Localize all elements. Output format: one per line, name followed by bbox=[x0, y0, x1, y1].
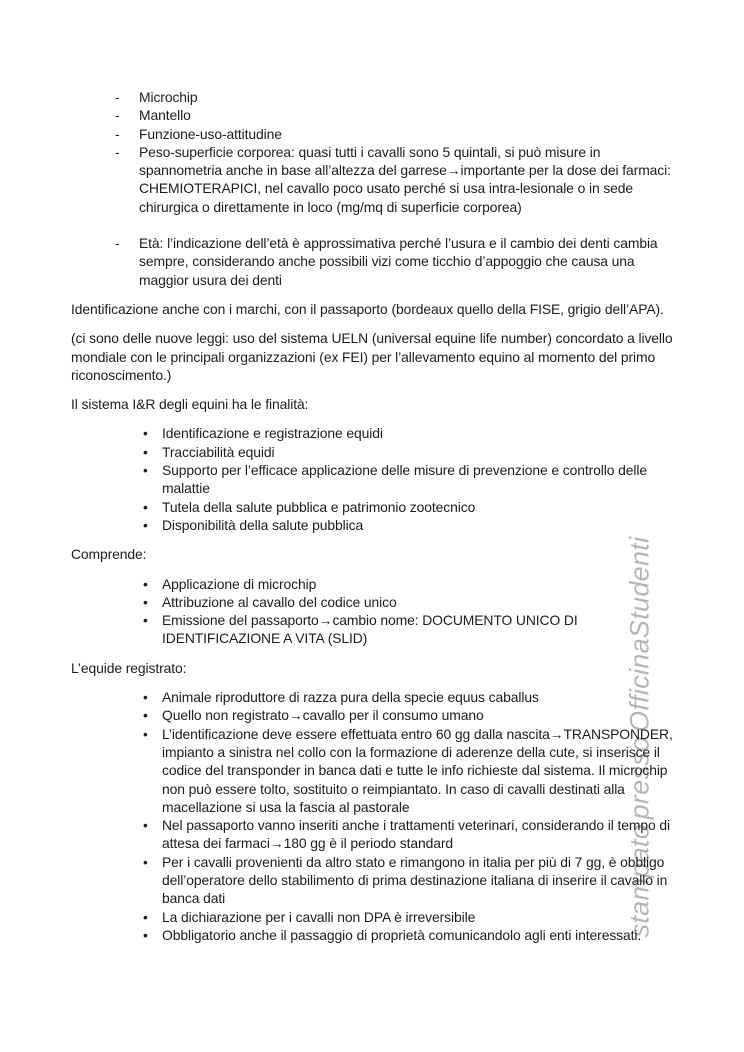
list-item-text: Peso-superficie corporea: quasi tutti i cavalli sono 5 quintali, si può misure in spannometria anche in base all’altezza del garrese→importante per la dose dei farmaci: CHEMIOTERAPICI, nel cavallo poco usato perché si usa intra-lesionale o in sede chirurgica o direttamente in loco (mg/mq di superficie corporea) bbox=[139, 143, 671, 215]
list-item-tutela-salute bbox=[71, 498, 673, 516]
list-item-supporto-prevenzione bbox=[71, 461, 673, 498]
bullet-marker: • bbox=[143, 498, 148, 515]
list-item-text: Identificazione e registrazione equidi bbox=[162, 425, 383, 442]
dash-marker: - bbox=[115, 89, 120, 105]
list-item-text: Animale riproduttore di razza pura della specie equus caballus bbox=[162, 689, 539, 706]
bullet-marker: • bbox=[143, 462, 148, 479]
list-item-trattamenti-veterinari bbox=[71, 816, 673, 853]
bullet-marker: • bbox=[143, 689, 148, 706]
list-item-disponibilita-salute bbox=[71, 516, 673, 534]
bullet-list-finalita bbox=[71, 424, 673, 534]
bullet-marker: • bbox=[143, 425, 148, 442]
list-item-text: Per i cavalli provenienti da altro stato e rimangono in italia per più di 7 gg, è obbligo dell’operatore dello stabilimento di prima destinazione italiana di inserire il cavallo in banca dati bbox=[162, 853, 668, 907]
bullet-marker: • bbox=[143, 853, 148, 870]
list-item-tracciabilita bbox=[71, 443, 673, 461]
paragraph-nuove-leggi-ueln: (ci sono delle nuove leggi: uso del sistema UELN (universal equine life number) concordato a livello mondiale con le principali organizzazioni (ex FEI) per l’allevamento equino al momento del primo riconoscimento.) bbox=[71, 330, 673, 383]
watermark-officinastudenti: stampato presso OfficinaStudenti bbox=[624, 536, 655, 938]
dash-marker: - bbox=[115, 143, 120, 160]
bullet-marker: • bbox=[143, 817, 148, 834]
list-item-applicazione-microchip bbox=[71, 575, 673, 593]
list-item-text: Funzione-uso-attitudine bbox=[139, 125, 282, 142]
dash-marker: - bbox=[115, 107, 120, 124]
list-item-text: L’identificazione deve essere effettuata entro 60 gg dalla nascita→TRANSPONDER, impianto a sinistra nel collo con la formazione di aderenze della cute, si inserisce il codice del transponder in banca dati e tutte le info richieste dal sistema. Il microchip non può essere tolto, sostituito o reimpiantato. In caso di cavalli destinati alla macellazione si usa la fascia al pastorale bbox=[162, 725, 673, 815]
bullet-marker: • bbox=[143, 593, 148, 610]
list-item-funzione bbox=[71, 125, 673, 143]
heading-sistema-ir: Il sistema I&R degli equini ha le finalità: bbox=[71, 396, 309, 413]
bullet-marker: • bbox=[143, 575, 148, 592]
heading-equide-registrato: L’equide registrato: bbox=[71, 659, 187, 676]
list-item-text: Tracciabilità equidi bbox=[162, 443, 275, 460]
bullet-marker: • bbox=[143, 443, 148, 460]
bullet-list-equide-registrato bbox=[71, 688, 673, 944]
bullet-marker: • bbox=[143, 612, 148, 629]
list-item-text: Nel passaporto vanno inseriti anche i trattamenti veterinari, considerando il tempo di attesa dei farmaci→180 gg è il periodo standard bbox=[162, 817, 670, 852]
list-item-text: La dichiarazione per i cavalli non DPA è irreversibile bbox=[162, 908, 476, 925]
list-item-microchip bbox=[71, 88, 673, 106]
bullet-marker: • bbox=[143, 516, 148, 533]
bullet-marker: • bbox=[143, 707, 148, 724]
list-item-text: Microchip bbox=[139, 89, 198, 105]
list-item-text: Tutela della salute pubblica e patrimonio zootecnico bbox=[162, 498, 476, 515]
list-item-text: Quello non registrato→cavallo per il consumo umano bbox=[162, 707, 484, 724]
list-item-text: Obbligatorio anche il passaggio di proprietà comunicandolo agli enti interessati. bbox=[162, 926, 642, 943]
bullet-marker: • bbox=[143, 926, 148, 943]
list-item-text: Emissione del passaporto→cambio nome: DOCUMENTO UNICO DI IDENTIFICAZIONE A VITA (SLID) bbox=[162, 612, 578, 647]
list-item-attribuzione-codice bbox=[71, 593, 673, 611]
list-item-text: Attribuzione al cavallo del codice unico bbox=[162, 593, 397, 610]
list-item-identificazione-registrazione bbox=[71, 424, 673, 442]
list-item-text: Supporto per l’efficace applicazione delle misure di prevenzione e controllo delle malattie bbox=[162, 462, 647, 497]
list-item-dichiarazione-dpa bbox=[71, 908, 673, 926]
paragraph-identificazione-marchi: Identificazione anche con i marchi, con il passaporto (bordeaux quello della FISE, grigio dell’APA). bbox=[71, 300, 664, 317]
list-item-animale-riproduttore bbox=[71, 688, 673, 706]
list-item-text: Mantello bbox=[139, 107, 191, 124]
list-item-eta bbox=[71, 234, 673, 289]
dash-list-identification-criteria bbox=[71, 88, 673, 289]
list-item-text: Disponibilità della salute pubblica bbox=[162, 516, 364, 533]
dash-marker: - bbox=[115, 235, 120, 252]
list-item-identificazione-60gg bbox=[71, 725, 673, 816]
heading-comprende: Comprende: bbox=[71, 546, 147, 563]
bullet-marker: • bbox=[143, 908, 148, 925]
list-item-peso-superficie bbox=[71, 143, 673, 216]
list-item-text: Età: l’indicazione dell’età è approssimativa perché l’usura e il cambio dei denti cambia sempre, considerando anche possibili vizi come ticchio d’appoggio che causa una maggior usura dei denti bbox=[139, 235, 658, 288]
document-content bbox=[71, 88, 673, 944]
list-item-text: Applicazione di microchip bbox=[162, 575, 317, 592]
list-item-cavalli-altro-stato bbox=[71, 853, 673, 908]
bullet-marker: • bbox=[143, 725, 148, 742]
list-item-emissione-passaporto bbox=[71, 611, 673, 648]
list-item-passaggio-proprieta bbox=[71, 926, 673, 944]
list-item-non-registrato bbox=[71, 706, 673, 724]
dash-marker: - bbox=[115, 125, 120, 142]
bullet-list-comprende bbox=[71, 575, 673, 648]
list-item-mantello bbox=[71, 106, 673, 124]
